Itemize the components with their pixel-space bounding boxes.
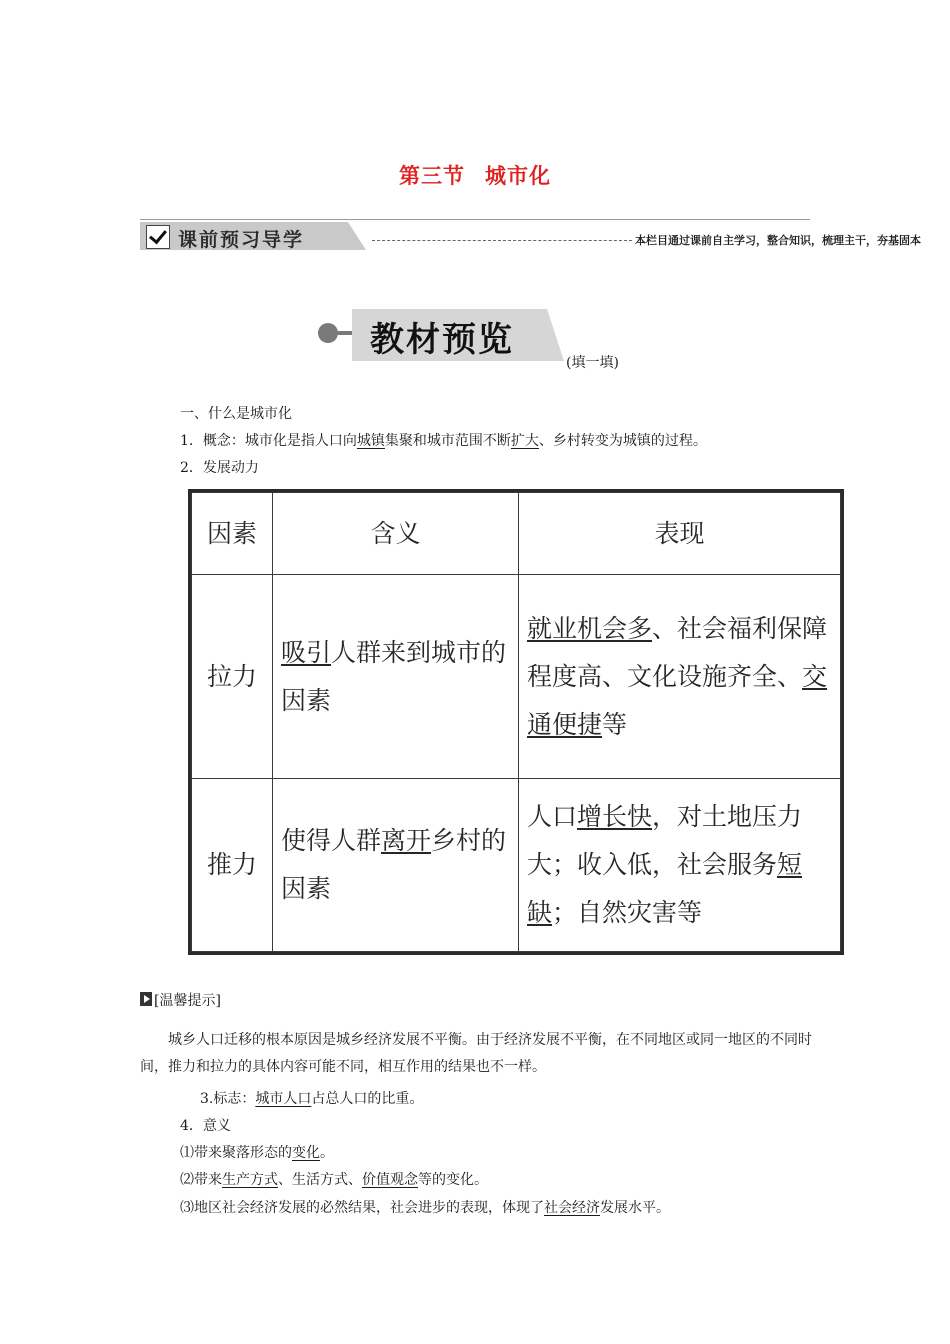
section-banner [140, 218, 921, 254]
item2-blank-2: 价值观念 [362, 1172, 418, 1188]
banner-rule [140, 219, 810, 220]
play-icon [140, 992, 152, 1006]
item2-blank-1: 生产方式 [222, 1172, 278, 1188]
push-meaning-blank: 离开 [381, 826, 432, 855]
pull-blank-2: 交通便捷 [527, 661, 828, 739]
table-row [192, 779, 841, 952]
item1-suffix: 。 [320, 1145, 334, 1161]
concept-blank-1: 城镇 [356, 433, 385, 449]
tip-label: [温馨提示] [154, 993, 221, 1009]
table-header-row [192, 493, 841, 575]
tip-paragraph: 城乡人口迁移的根本原因是城乡经济发展不平衡。由于经济发展不平衡，在不同地区或同一地区的不同时间，推力和拉力的具体内容可能不同，相互作用的结果也不一样。 [140, 1032, 812, 1075]
item2-prefix: ⑵带来 [180, 1172, 222, 1188]
driving-force-table [188, 489, 844, 955]
header-meaning: 含义 [273, 493, 519, 575]
banner-dashed-line [372, 240, 632, 241]
banner-label: 课前预习导学 [178, 229, 305, 251]
push-meaning-rest: 乡村的因素 [281, 826, 507, 903]
concept-line [180, 430, 707, 450]
table-row [192, 575, 841, 779]
section-heading: 一、什么是城市化 [180, 406, 292, 422]
item3-suffix: 发展水平。 [600, 1200, 670, 1216]
significance-item-1 [180, 1142, 334, 1162]
pull-performance [519, 575, 841, 779]
item1-blank: 变化 [292, 1145, 320, 1161]
pull-performance-end: 等 [602, 709, 628, 739]
pull-factor-label: 拉力 [192, 575, 273, 779]
pull-performance-mid: 、社会福利保障程度高、文化设施齐全、 [527, 613, 828, 691]
badge-subtitle: (填一填) [566, 355, 619, 371]
sign-line [200, 1088, 423, 1108]
checkmark-icon [146, 225, 170, 249]
pull-meaning [273, 575, 519, 779]
item3-blank: 社会经济 [544, 1200, 600, 1216]
push-meaning-pre: 使得人群 [281, 826, 382, 855]
sign-prefix: 3.标志： [200, 1091, 256, 1107]
push-performance-pre: 人口 [527, 802, 578, 831]
significance-heading: 4．意义 [180, 1118, 231, 1134]
pull-meaning-rest: 人群来到城市的因素 [281, 637, 507, 715]
banner-description: 本栏目通过课前自主学习，整合知识，梳理主干，夯基固本 [635, 234, 921, 247]
significance-item-3 [180, 1197, 670, 1217]
item2-suffix: 等的变化。 [418, 1172, 488, 1188]
push-performance-mid: ，对土地压力大；收入低，社会服务 [527, 802, 803, 879]
concept-blank-2: 扩大 [510, 433, 539, 449]
dev-heading: 2．发展动力 [180, 460, 259, 476]
pull-meaning-blank: 吸引 [281, 637, 332, 667]
header-factor: 因素 [192, 493, 273, 575]
push-blank-2: 短缺 [527, 850, 803, 927]
title-section-number: 第三节 [399, 163, 465, 188]
badge-title: 教材预览 [370, 320, 514, 360]
concept-suffix: 、乡村转变为城镇的过程。 [538, 433, 707, 449]
significance-item-2 [180, 1169, 488, 1189]
push-performance-end: ；自然灾害等 [552, 898, 703, 927]
header-performance: 表现 [519, 493, 841, 575]
sign-blank: 城市人口 [255, 1091, 312, 1107]
push-blank-1: 增长快 [577, 802, 653, 831]
push-meaning [273, 779, 519, 952]
title-topic: 城市化 [485, 163, 551, 188]
pull-blank-1: 就业机会多 [527, 613, 653, 643]
sign-suffix: 占总人口的比重。 [311, 1091, 424, 1107]
item1-prefix: ⑴带来聚落形态的 [180, 1145, 292, 1161]
item3-prefix: ⑶地区社会经济发展的必然结果，社会进步的表现，体现了 [180, 1200, 544, 1216]
item2-mid: 、生活方式、 [278, 1172, 362, 1188]
page-title [0, 160, 950, 190]
push-factor-label: 推力 [192, 779, 273, 952]
push-performance [519, 779, 841, 952]
concept-prefix: 1．概念：城市化是指人口向 [180, 433, 357, 449]
concept-mid: 集聚和城市范围不断 [384, 433, 511, 449]
